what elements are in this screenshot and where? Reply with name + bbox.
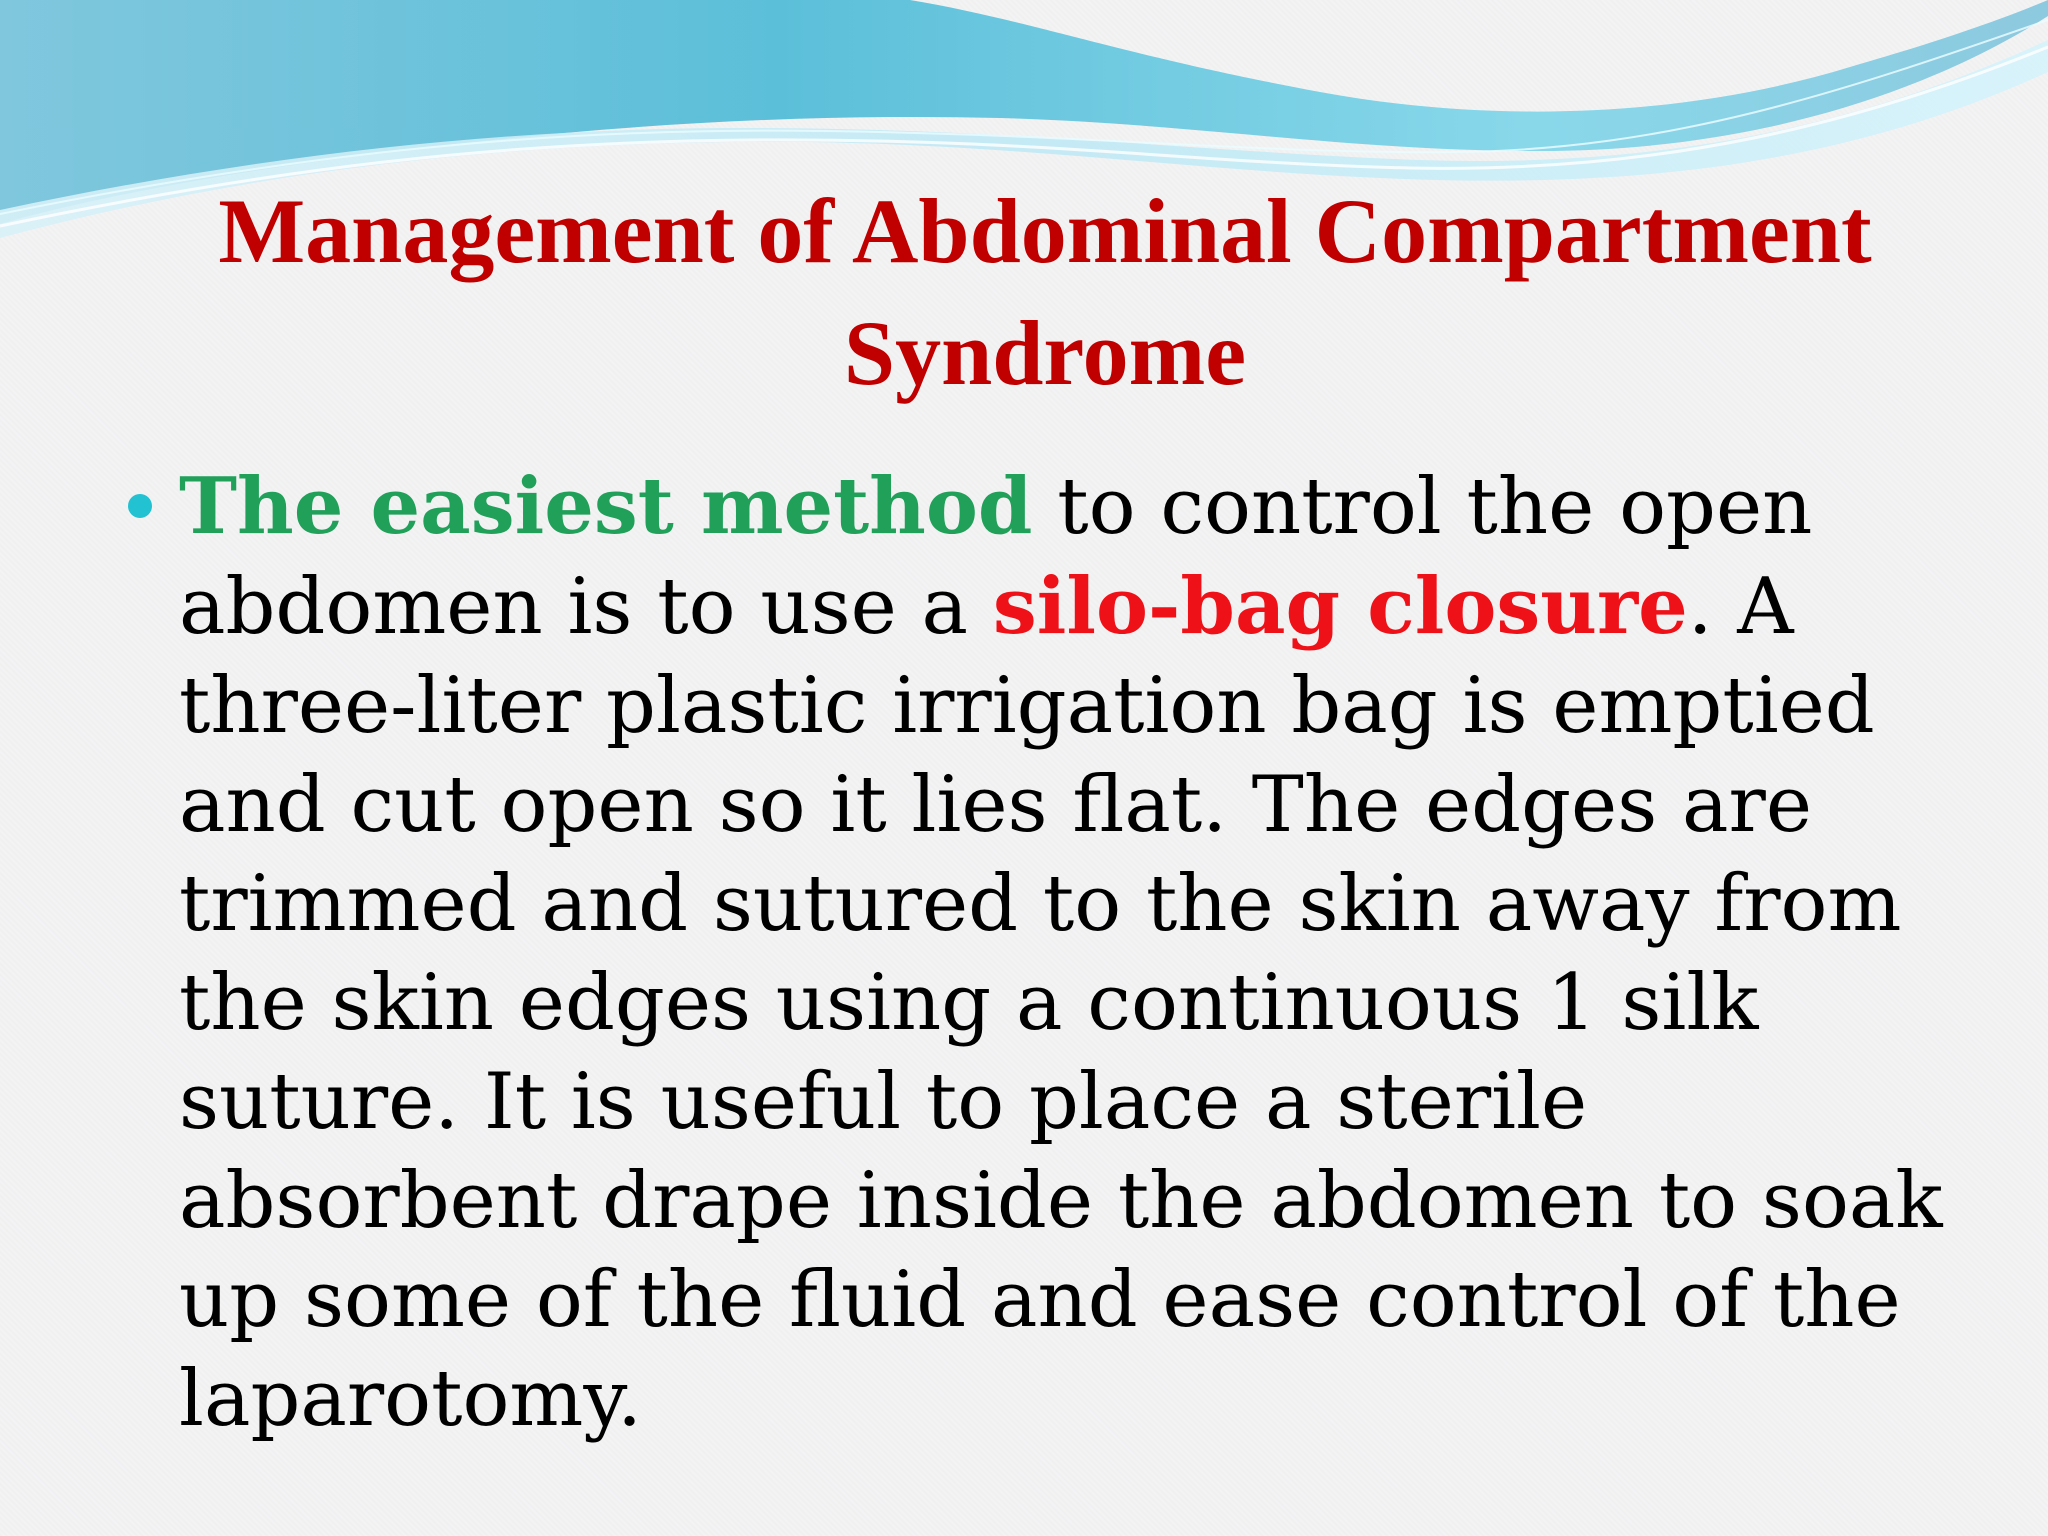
bullet-line-6: the skin edges using a continuous 1 silk [179, 958, 1759, 1048]
bullet-text [179, 457, 1943, 1449]
bullet-line-9: up some of the fluid and ease control of the [179, 1255, 1901, 1345]
bullet-line-1-rest: to control the open [1032, 462, 1813, 552]
red-highlight-text: silo-bag closure [992, 561, 1688, 652]
bullet-line-3: three-liter plastic irrigation bag is emptied [179, 661, 1875, 751]
round-bullet-icon [128, 494, 152, 518]
slide-title [100, 170, 1990, 414]
slide-title-line-1: Management of Abdominal Compartment [218, 180, 1872, 282]
green-highlight-text: The easiest method [179, 461, 1033, 552]
bullet-line-10: laparotomy. [179, 1354, 642, 1444]
bullet-line-4: and cut open so it lies flat. The edges are [179, 760, 1812, 850]
bullet-line-1 [179, 457, 1939, 557]
bullet-line-2-end: . A [1687, 562, 1794, 652]
bullet-line-8: absorbent drape inside the abdomen to soak [179, 1156, 1943, 1246]
bullet-line-2 [179, 557, 1939, 657]
bullet-line-7: suture. It is useful to place a sterile [179, 1057, 1588, 1147]
bullet-line-2-start: abdomen is to use a [179, 562, 993, 652]
bullet-line-5: trimmed and sutured to the skin away from [179, 859, 1902, 949]
slide-title-line-2: Syndrome [843, 302, 1247, 404]
